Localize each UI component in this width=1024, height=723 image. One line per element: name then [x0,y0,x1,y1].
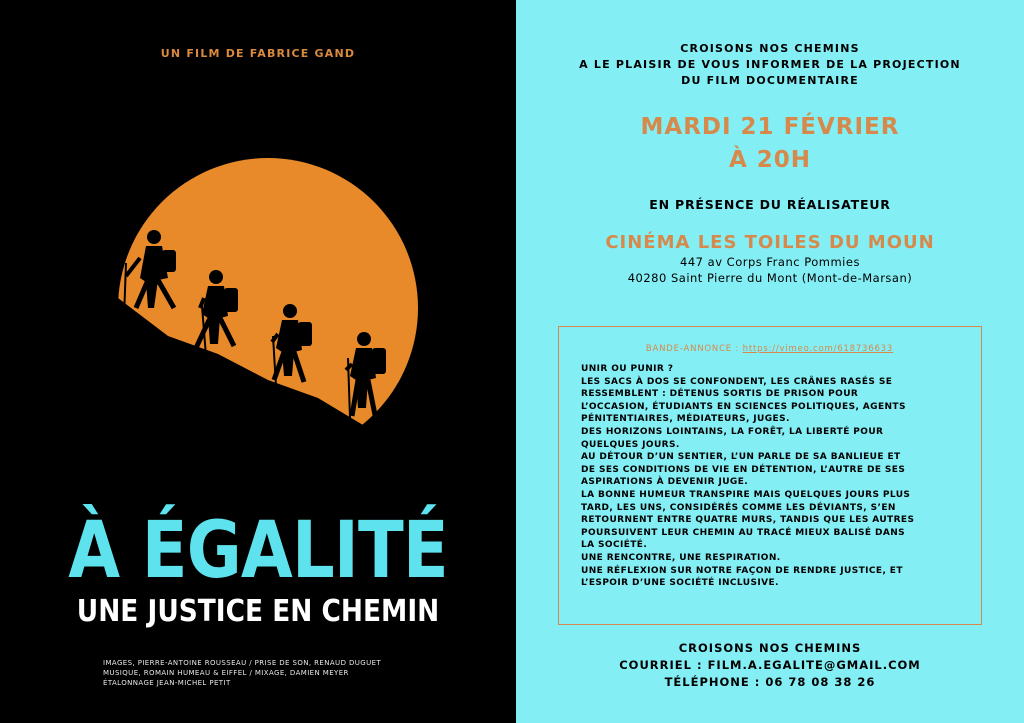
intro-line: A LE PLAISIR DE VOUS INFORMER DE LA PROJECTION [579,58,961,71]
synopsis-line: UNIR OU PUNIR ? [581,364,674,374]
synopsis-line: DE SES CONDITIONS DE VIE EN DÉTENTION, L’AUTRE DE SES [581,464,906,475]
contact-org: CROISONS NOS CHEMINS [678,641,862,655]
contact-phone[interactable]: TÉLÉPHONE : 06 78 08 38 26 [664,675,876,689]
crew-credits [103,658,463,688]
trailer-link[interactable]: https://vimeo.com/618736633 [742,344,894,354]
credit-line: ÉTALONNAGE JEAN-MICHEL PETIT [103,679,231,687]
synopsis-line: RETOURNENT ENTRE QUATRE MURS, TANDIS QUE LES AUTRES [581,515,915,526]
hikers-sunset-illustration [78,158,454,458]
director-presence: EN PRÉSENCE DU RÉALISATEUR [649,197,891,212]
synopsis-line: UNE RENCONTRE, UNE RESPIRATION. [581,552,781,563]
cinema-name: CINÉMA LES TOILES DU MOUN [605,232,935,253]
credit-line: IMAGES, PIERRE-ANTOINE ROUSSEAU / PRISE DE SON, RENAUD DUGUET [103,659,382,667]
cinema-address [516,254,1024,286]
synopsis-line: POURSUIVENT LEUR CHEMIN AU TRACÉ MIEUX BALISÉ DANS [581,527,906,538]
contact-email[interactable]: COURRIEL : FILM.A.EGALITE@GMAIL.COM [619,658,921,672]
synopsis-line: ASPIRATIONS À DEVENIR JUGE. [581,477,749,488]
synopsis-line: LA BONNE HUMEUR TRANSPIRE MAIS QUELQUES JOURS PLUS [581,489,911,500]
screening-info-panel [516,0,1024,723]
address-line: 40280 Saint Pierre du Mont (Mont-de-Marsan) [627,271,913,285]
film-subtitle: UNE JUSTICE EN CHEMIN [76,594,440,629]
invitation-intro [516,41,1024,89]
film-title: À ÉGALITÉ [68,506,448,596]
contact-block [516,640,1024,691]
intro-line: CROISONS NOS CHEMINS [680,42,860,55]
synopsis-line: TARD, LES UNS, CONSIDÉRÉS COMME LES DÉVIANTS, S’EN [581,502,896,513]
date-line: MARDI 21 FÉVRIER [640,114,900,140]
credit-line: MUSIQUE, ROMAIN HUMEAU & EIFFEL / MIXAGE, DAMIEN MEYER [103,669,349,677]
synopsis-line: LES SACS À DOS SE CONFONDENT, LES CRÂNES RASÉS SE [581,376,893,387]
synopsis-line: DES HORIZONS LOINTAINS, LA FORÊT, LA LIBERTÉ POUR [581,426,884,437]
synopsis-box [558,326,982,625]
synopsis-line: QUELQUES JOURS. [581,439,680,450]
synopsis-line: AU DÉTOUR D’UN SENTIER, L’UN PARLE DE SA BANLIEUE ET [581,452,901,463]
synopsis-line: RESSEMBLENT : DÉTENUS SORTIS DE PRISON POUR [581,389,859,400]
intro-line: DU FILM DOCUMENTAIRE [681,74,859,87]
synopsis-line: PÉNITENTIAIRES, MÉDIATEURS, JUGES. [581,414,790,425]
synopsis-line: L’OCCASION, ÉTUDIANTS EN SCIENCES POLITIQUES, AGENTS [581,401,906,412]
synopsis-line: LA SOCIÉTÉ. [581,540,648,551]
director-credit: UN FILM DE FABRICE GAND [160,47,356,60]
trailer-line [559,344,980,354]
screening-date [516,111,1024,177]
synopsis-line: L’ESPOIR D’UNE SOCIÉTÉ INCLUSIVE. [581,578,779,589]
time-line: À 20H [728,147,812,173]
synopsis-line: UNE RÉFLEXION SUR NOTRE FAÇON DE RENDRE JUSTICE, ET [581,565,903,576]
address-line: 447 av Corps Franc Pommies [680,255,860,269]
trailer-label: BANDE-ANNONCE : [645,344,740,354]
synopsis-text [581,363,973,590]
